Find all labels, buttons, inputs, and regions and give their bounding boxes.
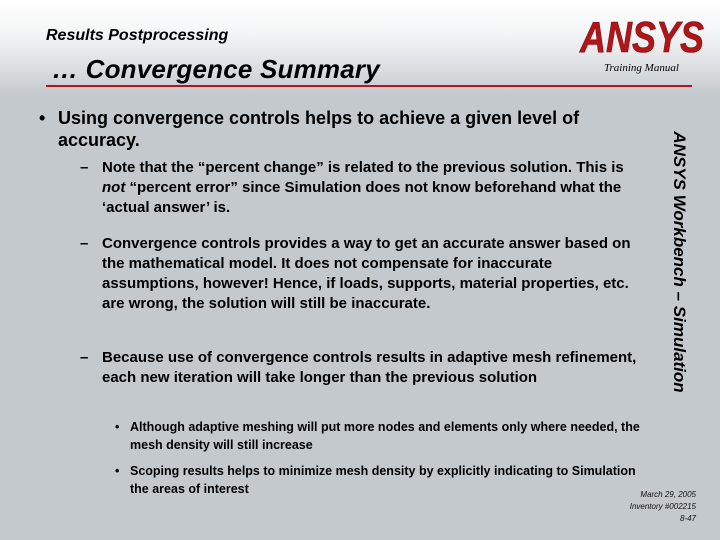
subsub-bullet-text: Scoping results helps to minimize mesh density by explicitly indicating to Simulation the areas of interest [130,464,636,496]
sub-bullet-text: Because use of convergence controls results in adaptive mesh refinement, each new iteration will take longer than the previous solution [102,349,637,386]
dash-mark: – [80,235,89,252]
sub-bullet-text: “percent error” since Simulation does not know beforehand what the ‘actual answer’ is. [102,179,622,216]
side-banner-text: ANSYS Workbench – Simulation [670,131,689,393]
training-manual-label: Training Manual [604,62,679,74]
sub-bullet-adaptive [80,348,647,388]
sub-bullet-accuracy [80,234,647,314]
bullet-mark: • [115,464,120,478]
page-number: 8-47 [679,514,696,523]
sub-bullet-text: Convergence controls provides a way to get an accurate answer based on the mathematical model. It does not compensate for inaccurate assumptions, however! Hence, if loads, supports, material properties, etc. are wrong, the solution will still be inaccurate. [102,235,631,312]
bullet-main [39,107,638,151]
bullet-mark: • [39,108,46,128]
sub-bullet-text: Note that the “percent change” is related to the previous solution. This is [102,159,624,176]
section-subtitle: Results Postprocessing [46,27,229,44]
sub-bullet-percent-change [80,158,647,218]
bullet-main-text: Using convergence controls helps to achieve a given level of accuracy. [58,108,580,150]
emphasis-not: not [102,179,126,196]
dash-mark: – [80,349,89,366]
subsub-bullet-scoping [115,462,650,498]
subsub-bullet-mesh-density [115,418,650,454]
subsub-bullet-text: Although adaptive meshing will put more nodes and elements only where needed, the mesh density will still increase [130,420,640,452]
ansys-logo [578,13,706,62]
page-title: … Convergence Summary [52,54,380,84]
footer-date: March 29, 2005 [640,490,696,499]
bullet-mark: • [115,420,120,434]
ansys-logo-text: ANSYS [579,13,704,62]
dash-mark: – [80,159,89,176]
footer-inventory: Inventory #002215 [629,502,696,511]
header-divider [46,85,692,87]
footer-info [630,489,696,525]
